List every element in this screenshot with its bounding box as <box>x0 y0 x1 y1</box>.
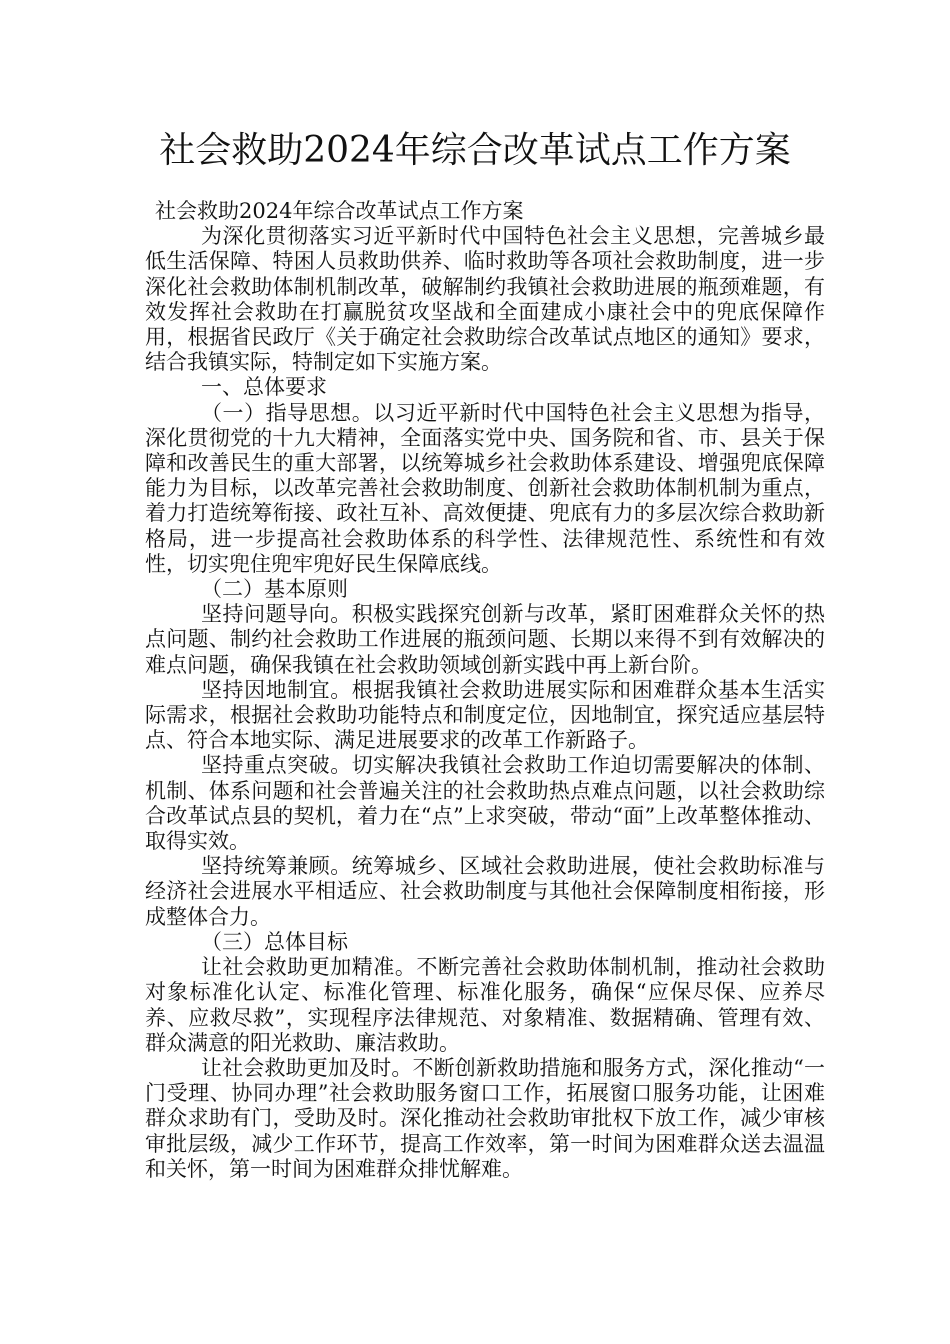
paragraph-intro: 为深化贯彻落实习近平新时代中国特色社会主义思想，完善城乡最低生活保障、特困人员救助供养、临时救助等各项社会救助制度，进一步深化社会救助体制机制改革，破解制约我镇社会救助进展的瓶颈难题，有效发挥社会救助在打赢脱贫攻坚战和全面建成小康社会中的兜底保障作用，根据省民政厅《关于确定社会救助综合改革试点地区的通知》要求，结合我镇实际，特制定如下实施方案。 <box>145 224 825 375</box>
paragraph-more-precise: 让社会救助更加精准。不断完善社会救助体制机制，推动社会救助对象标准化认定、标准化管理、标准化服务，确保“应保尽保、应养尽养、应救尽救”，实现程序法律规范、对象精准、数据精确、管理有效、群众满意的阳光救助、廉洁救助。 <box>145 955 825 1055</box>
paragraph-problem-oriented: 坚持问题导向。积极实践探究创新与改革，紧盯困难群众关怀的热点问题、制约社会救助工作进展的瓶颈问题、长期以来得不到有效解决的难点问题，确保我镇在社会救助领域创新实践中再上新台阶。 <box>145 602 825 677</box>
heading-basic-principles: （二）基本原则 <box>201 577 348 602</box>
paragraph-local-conditions: 坚持因地制宜。根据我镇社会救助进展实际和困难群众基本生活实际需求，根据社会救助功能特点和制度定位，因地制宜，探究适应基层特点、符合本地实际、满足进展要求的改革工作新路子。 <box>145 677 825 753</box>
paragraph-overall-planning: 坚持统筹兼顾。统筹城乡、区域社会救助进展，使社会救助标准与经济社会进展水平相适应、社会救助制度与其他社会保障制度相衔接，形成整体合力。 <box>145 854 825 929</box>
heading-overall-goals: （三）总体目标 <box>201 929 348 954</box>
heading-general-requirements: 一、总体要求 <box>201 375 327 400</box>
document-title: 社会救助2024年综合改革试点工作方案 <box>159 130 791 171</box>
document-subtitle: 社会救助2024年综合改革试点工作方案 <box>155 199 524 223</box>
paragraph-key-breakthrough: 坚持重点突破。切实解决我镇社会救助工作迫切需要解决的体制、机制、体系问题和社会普遍关注的社会救助热点难点问题，以社会救助综合改革试点县的契机，着力在“点”上求突破，带动“面”上改革整体推动、取得实效。 <box>145 753 825 854</box>
document-body <box>145 199 825 1182</box>
paragraph-guiding-ideology: （一）指导思想。以习近平新时代中国特色社会主义思想为指导，深化贯彻党的十九大精神，全面落实党中央、国务院和省、市、县关于保障和改善民生的重大部署，以统筹城乡社会救助体系建设、增强兜底保障能力为目标，以改革完善社会救助制度、创新社会救助体制机制为重点，着力打造统筹衔接、政社互补、高效便捷、兜底有力的多层次综合救助新格局，进一步提高社会救助体系的科学性、法律规范性、系统性和有效性，切实兜住兜牢兜好民生保障底线。 <box>145 400 825 576</box>
paragraph-more-timely: 让社会救助更加及时。不断创新救助措施和服务方式，深化推动“一门受理、协同办理”社会救助服务窗口工作，拓展窗口服务功能，让困难群众求助有门，受助及时。深化推动社会救助审批权下放工作，减少审核审批层级，减少工作环节，提高工作效率，第一时间为困难群众送去温温和关怀，第一时间为困难群众排忧解难。 <box>145 1055 825 1181</box>
